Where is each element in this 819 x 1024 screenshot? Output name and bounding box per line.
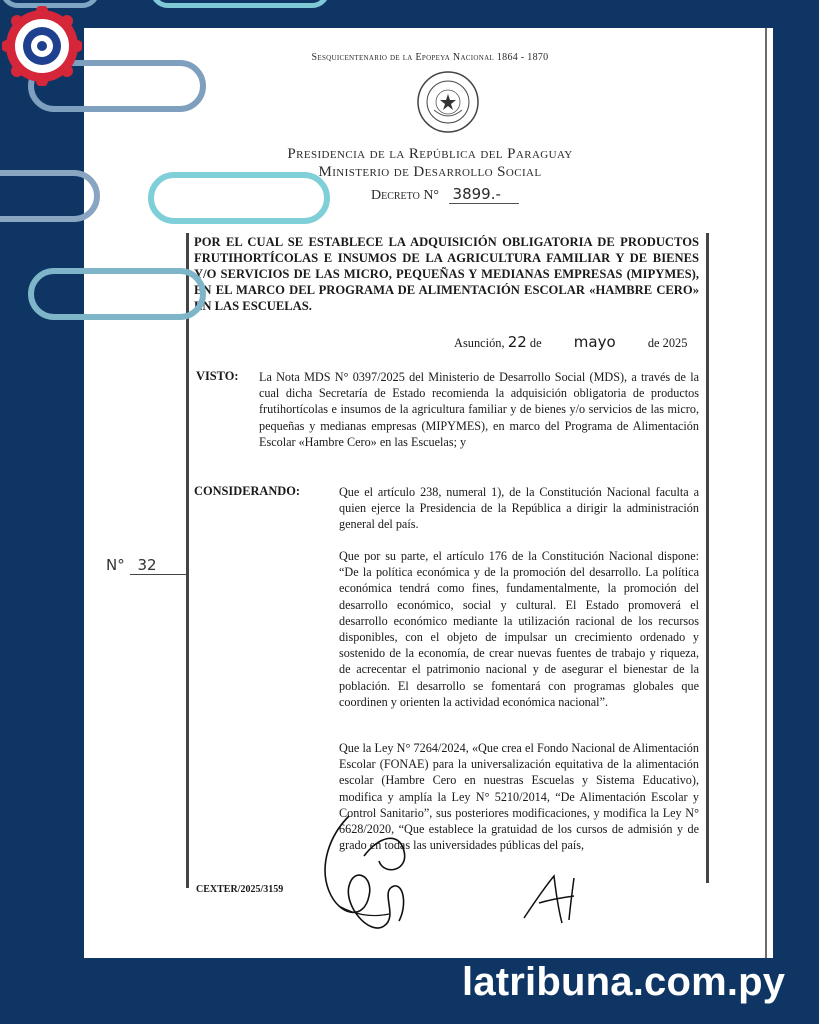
presidencia-heading: Presidencia de la República del Paraguay — [287, 146, 573, 162]
decree-title: POR EL CUAL SE ESTABLECE LA ADQUISICIÓN OBLIGATORIA DE PRODUCTOS FRUTIHORTÍCOLAS E INSUMOS DE LA AGRICULTURA FAMILIAR Y DE BIENES Y/O SERVICIOS DE LAS MICRO, PEQUEÑAS Y MEDIANAS EMPRESAS (MIPYMES), EN EL MARCO DEL PROGRAMA DE ALIMENTACIÓN ESCOLAR «HAMBRE CERO» EN LAS ESCUELAS. — [194, 235, 699, 313]
visto-label: VISTO: — [196, 369, 239, 383]
ministerio-heading: Ministerio de Desarrollo Social — [318, 164, 542, 180]
visto-paragraph: La Nota MDS N° 0397/2025 del Ministerio de Desarrollo Social (MDS), a través de la cual dicha Secretaría de Estado recomienda la adquisición obligatoria de productos frutihortícolas e insumos de la agricultura familiar y de bienes y/o servicios de las micro, pequeñas y medianas empresas (MIPYMES), en marco del Programa de Alimentación Escolar «Hambre Cero» en las Escuelas; y — [259, 370, 699, 449]
national-seal-icon — [416, 70, 480, 134]
right-margin-rule — [706, 233, 709, 883]
date-year: de 2025 — [647, 336, 688, 350]
considerando-paragraph-1: Que el artículo 238, numeral 1), de la Constitución Nacional faculta a quien ejerce la Presidencia de la República a dirigir la administración general del país. — [339, 485, 699, 532]
signature-icon — [309, 796, 419, 946]
margin-number-label: N° — [106, 556, 125, 574]
date-place: Asunción, — [454, 336, 505, 350]
date-line — [454, 333, 699, 351]
decor-pill — [150, 0, 330, 8]
considerando-paragraph-3: Que la Ley N° 7264/2024, «Que crea el Fondo Nacional de Alimentación Escolar (FONAE) para la universalización equitativa de la alimentación escolar (Hambre Cero en nuestras Escuelas y Sistema Educativo), modifica y amplía la Ley N° 5210/2014, “De Alimentación Escolar y Control Sanitario”, sus posteriores modificaciones, y modifica la Ley N° 6628/2020, “Que establece la gratuidad de los cursos de admisión y de grado en todas las universidades públicas del país, — [339, 741, 699, 853]
page-edge — [765, 28, 767, 958]
date-month: mayo — [573, 333, 616, 351]
cexter-reference: CEXTER/2025/3159 — [196, 884, 284, 895]
decreto-label: Decreto N° — [371, 188, 440, 203]
flag-rosette-icon — [2, 6, 82, 86]
decor-pill — [0, 170, 100, 222]
decreto-number: 3899.- — [449, 185, 519, 204]
left-margin-rule — [186, 233, 189, 888]
margin-number — [106, 556, 186, 575]
decor-pill — [148, 172, 330, 224]
sesquicentenario-line: Sesquicentenario de la Epopeya Nacional 1864 - 1870 — [311, 52, 549, 63]
margin-number-value: 32 — [130, 556, 186, 575]
decreto-line — [371, 185, 519, 204]
decor-pill — [28, 268, 206, 320]
initials-icon — [514, 868, 594, 928]
considerando-paragraph-2: Que por su parte, el artículo 176 de la Constitución Nacional dispone: “De la política económica y de la promoción del desarrollo. La política económica tendrá como fines, fundamentalmente, la promoción del desarrollo económico, social y cultural. El Estado promoverá el desarrollo económico mediante la utilización racional de los recursos disponibles, con el objeto de impulsar un crecimiento ordenado y sostenido de la economía, de crear nuevas fuentes de trabajo y riqueza, de acrecentar el patrimonio nacional y de asegurar el bienestar de la población. El desarrollo se fomentará con programas globales que coordinen y orienten la actividad económica nacional”. — [339, 549, 699, 709]
document-page — [84, 28, 773, 958]
date-de: de — [529, 336, 542, 350]
date-day: 22 — [507, 333, 527, 351]
brand-watermark: latribuna.com.py — [462, 960, 786, 1004]
considerando-label: CONSIDERANDO: — [194, 484, 301, 498]
